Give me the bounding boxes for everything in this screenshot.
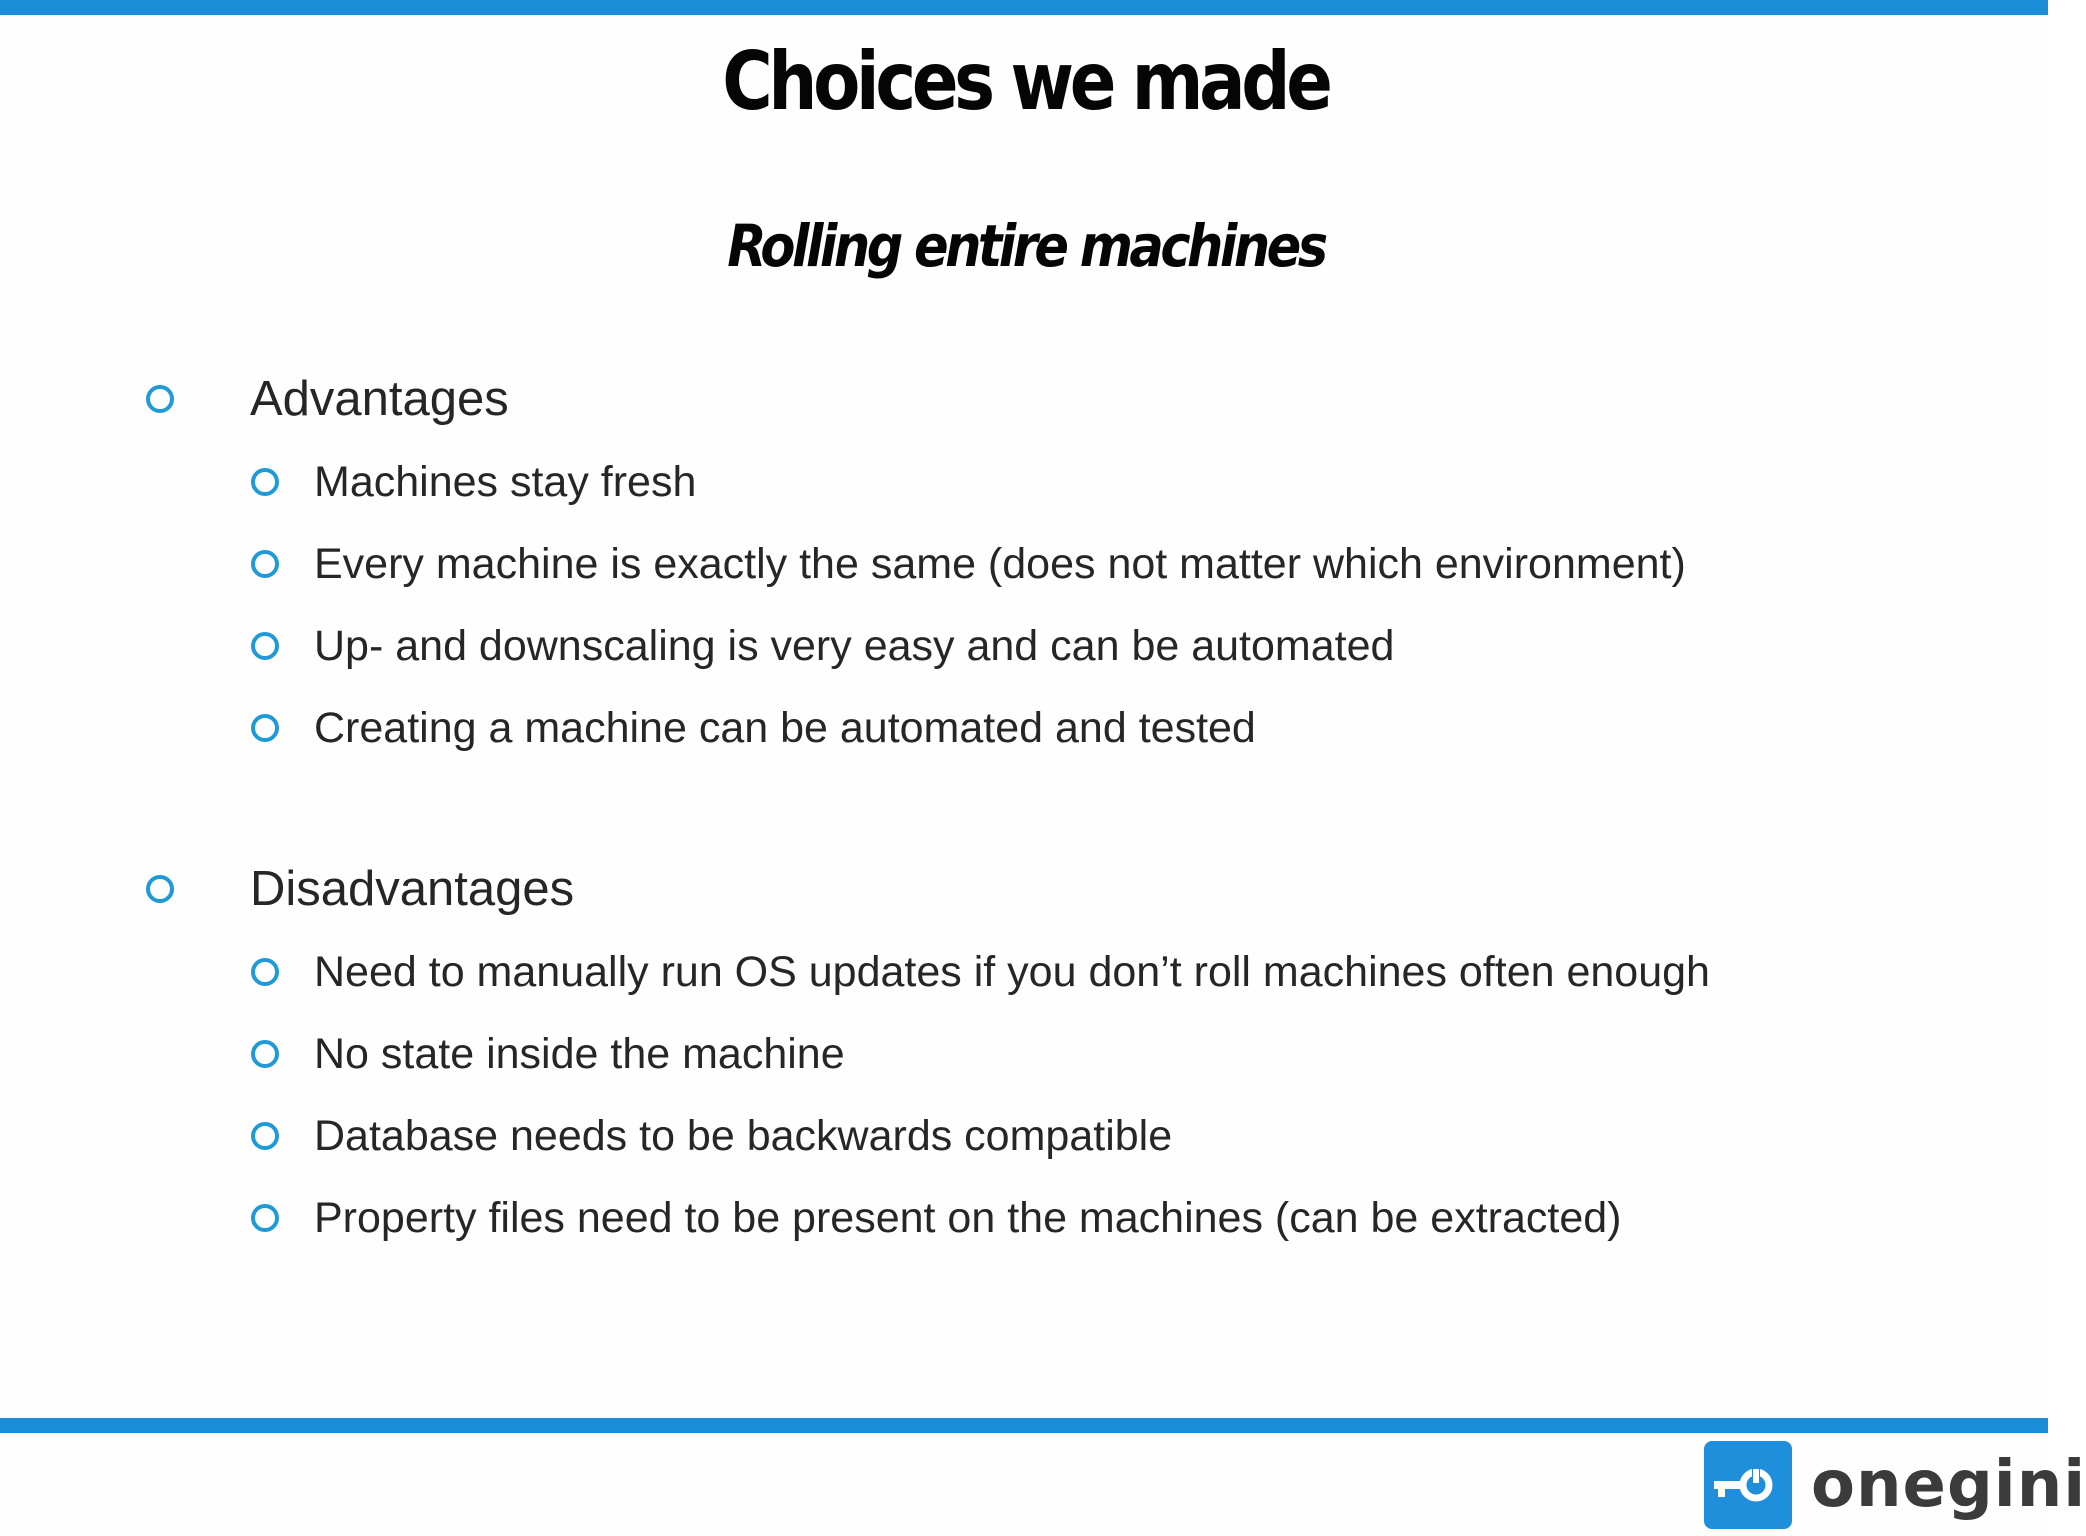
list-item-text: No state inside the machine	[314, 1030, 845, 1078]
onegini-logo	[1704, 1441, 2086, 1529]
circle-bullet-icon	[251, 1040, 279, 1068]
list-item	[0, 611, 2048, 681]
list-item	[0, 693, 2048, 763]
circle-bullet-icon	[146, 385, 174, 413]
slide-subtitle: Rolling entire machines	[727, 212, 1325, 280]
circle-bullet-icon	[251, 1204, 279, 1232]
circle-bullet-icon	[251, 550, 279, 578]
list-item	[0, 447, 2048, 517]
list-item	[0, 937, 2048, 1007]
list-item-text: Database needs to be backwards compatible	[314, 1112, 1173, 1160]
section-label-advantages: Advantages	[250, 372, 509, 426]
list-item-text: Need to manually run OS updates if you don’t roll machines often enough	[314, 948, 1710, 996]
circle-bullet-icon	[251, 714, 279, 742]
list-item	[0, 1183, 2048, 1253]
section-label-disadvantages: Disadvantages	[250, 862, 575, 916]
circle-bullet-icon	[146, 875, 174, 903]
list-item-text: Up- and downscaling is very easy and can be automated	[314, 622, 1395, 670]
list-item-text: Creating a machine can be automated and tested	[314, 704, 1256, 752]
bottom-accent-bar	[0, 1418, 2048, 1433]
slide-title: Choices we made	[722, 35, 1329, 128]
list-item-text: Every machine is exactly the same (does not matter which environment)	[314, 540, 1686, 588]
circle-bullet-icon	[251, 958, 279, 986]
list-item	[0, 1019, 2048, 1089]
list-item	[0, 1101, 2048, 1171]
brand-name: onegini	[1811, 1448, 2086, 1522]
top-accent-bar	[0, 0, 2048, 15]
circle-bullet-icon	[251, 1122, 279, 1150]
key-icon	[1704, 1441, 1792, 1529]
list-item	[0, 529, 2048, 599]
list-item-text: Property files need to be present on the machines (can be extracted)	[314, 1194, 1622, 1242]
circle-bullet-icon	[251, 468, 279, 496]
circle-bullet-icon	[251, 632, 279, 660]
list-item-text: Machines stay fresh	[314, 458, 697, 506]
